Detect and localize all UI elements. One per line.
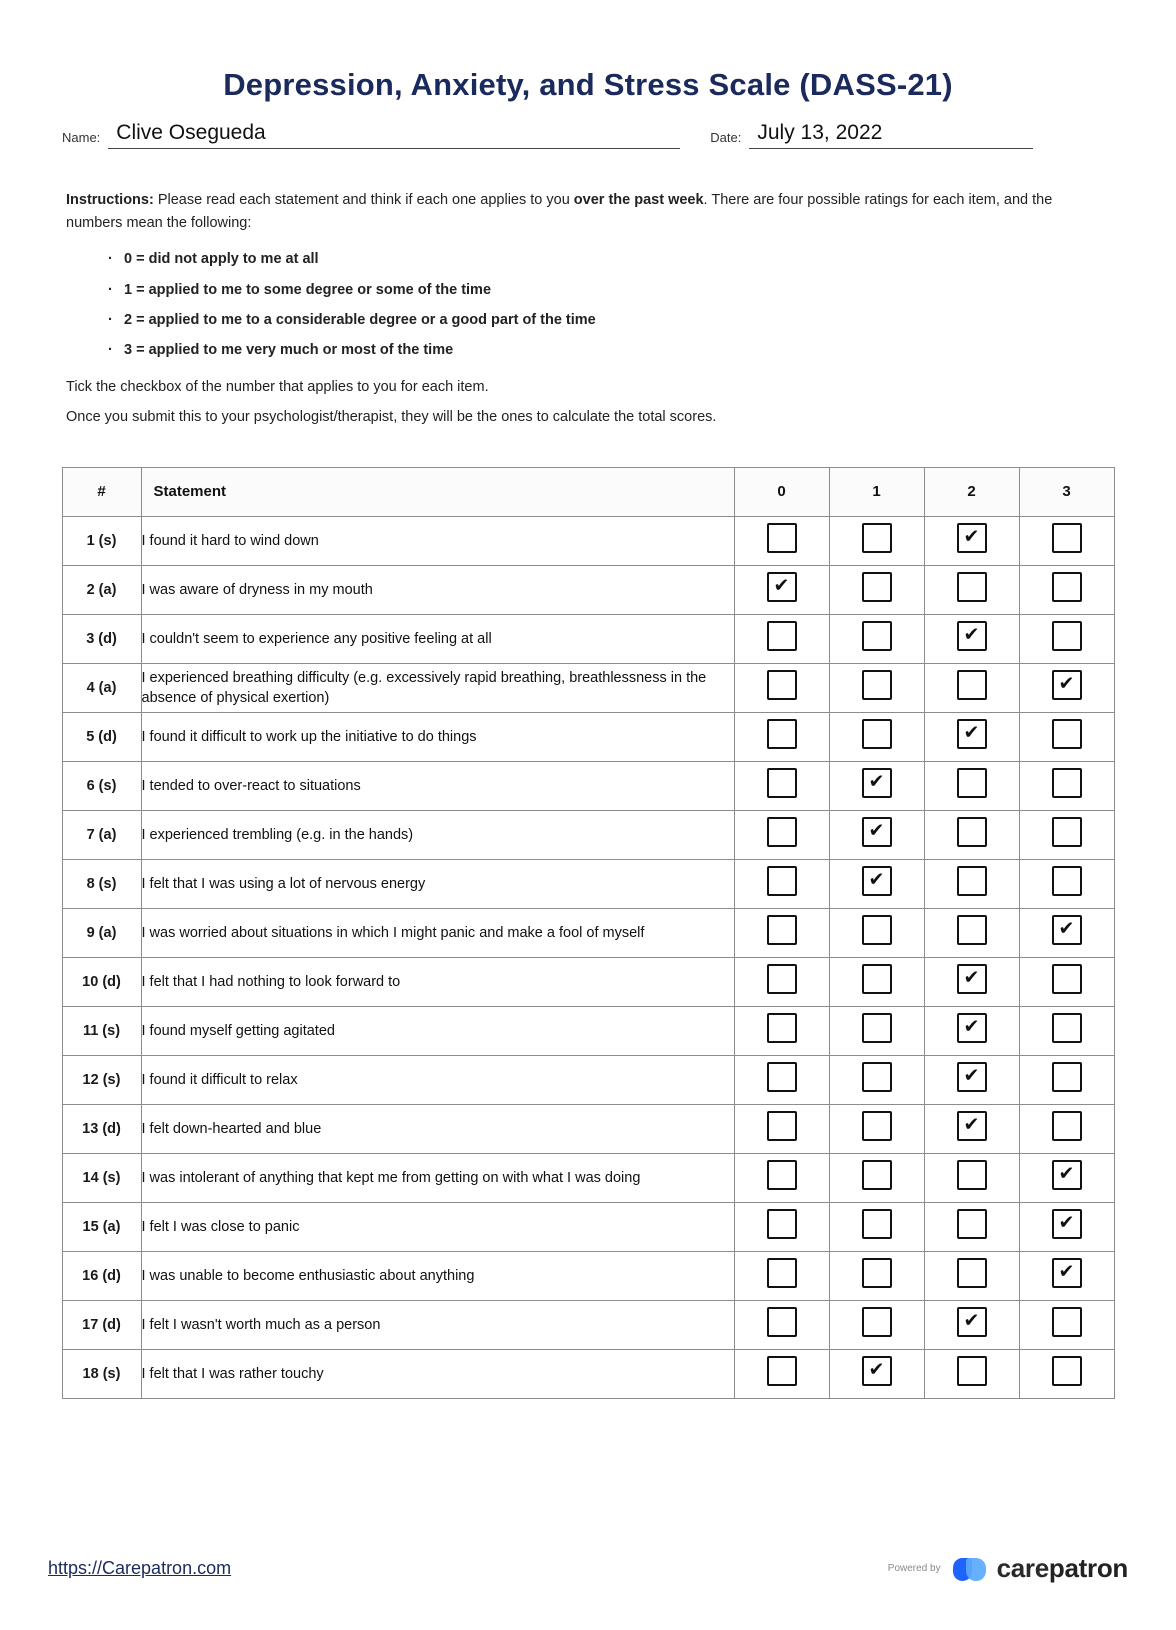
checkbox-checked-icon[interactable] — [862, 768, 892, 798]
column-header-score-0: 0 — [734, 467, 829, 516]
checkbox-icon[interactable] — [862, 964, 892, 994]
table-row — [62, 908, 1114, 957]
checkbox-icon[interactable] — [767, 866, 797, 896]
checkbox-icon[interactable] — [957, 1356, 987, 1386]
row-number: 10 (d) — [62, 957, 141, 1006]
checkbox-icon[interactable] — [767, 1013, 797, 1043]
score-cell-2[interactable] — [924, 859, 1019, 908]
checkbox-checked-icon[interactable] — [767, 572, 797, 602]
checkbox-icon[interactable] — [1052, 1356, 1082, 1386]
score-cell-3[interactable] — [1019, 516, 1114, 565]
score-cell-1[interactable] — [829, 1300, 924, 1349]
checkbox-checked-icon[interactable] — [957, 1111, 987, 1141]
name-field[interactable] — [62, 121, 680, 149]
table-row — [62, 565, 1114, 614]
score-cell-2[interactable] — [924, 1006, 1019, 1055]
carepatron-logo-icon — [953, 1554, 987, 1584]
score-cell-3[interactable] — [1019, 1349, 1114, 1398]
score-cell-2[interactable] — [924, 957, 1019, 1006]
checkbox-icon[interactable] — [957, 866, 987, 896]
checkbox-icon[interactable] — [767, 1062, 797, 1092]
row-statement: I was intolerant of anything that kept me from getting on with what I was doing — [141, 1153, 734, 1202]
checkbox-icon[interactable] — [767, 964, 797, 994]
checkbox-checked-icon[interactable] — [1052, 1160, 1082, 1190]
table-row — [62, 712, 1114, 761]
table-row — [62, 1202, 1114, 1251]
row-number: 11 (s) — [62, 1006, 141, 1055]
checkbox-icon[interactable] — [957, 572, 987, 602]
score-cell-1[interactable] — [829, 1055, 924, 1104]
score-cell-3[interactable] — [1019, 908, 1114, 957]
row-statement: I was unable to become enthusiastic about anything — [141, 1251, 734, 1300]
page-footer — [48, 1553, 1128, 1584]
page-title: Depression, Anxiety, and Stress Scale (DASS-21) — [223, 67, 953, 102]
row-number: 18 (s) — [62, 1349, 141, 1398]
row-number: 5 (d) — [62, 712, 141, 761]
score-cell-3[interactable] — [1019, 957, 1114, 1006]
score-cell-2[interactable] — [924, 516, 1019, 565]
score-cell-2[interactable] — [924, 810, 1019, 859]
checkbox-checked-icon[interactable] — [862, 817, 892, 847]
score-cell-0[interactable] — [734, 1055, 829, 1104]
checkbox-icon[interactable] — [767, 768, 797, 798]
score-cell-0[interactable] — [734, 565, 829, 614]
checkbox-icon[interactable] — [1052, 1111, 1082, 1141]
checkbox-icon[interactable] — [1052, 523, 1082, 553]
row-statement: I couldn't seem to experience any positive feeling at all — [141, 614, 734, 663]
row-number: 2 (a) — [62, 565, 141, 614]
score-cell-2[interactable] — [924, 761, 1019, 810]
row-number: 12 (s) — [62, 1055, 141, 1104]
checkbox-checked-icon[interactable] — [862, 866, 892, 896]
name-value[interactable]: Clive Osegueda — [108, 121, 680, 149]
row-number: 15 (a) — [62, 1202, 141, 1251]
checkbox-icon[interactable] — [862, 523, 892, 553]
brand-lockup — [888, 1553, 1128, 1584]
score-cell-3[interactable] — [1019, 1104, 1114, 1153]
score-cell-2[interactable] — [924, 565, 1019, 614]
score-cell-1[interactable] — [829, 1202, 924, 1251]
checkbox-icon[interactable] — [862, 1062, 892, 1092]
brand-name-patron: patron — [1048, 1553, 1128, 1583]
score-cell-1[interactable] — [829, 957, 924, 1006]
score-cell-1[interactable] — [829, 1153, 924, 1202]
checkbox-icon[interactable] — [862, 1111, 892, 1141]
table-row — [62, 859, 1114, 908]
checkbox-icon[interactable] — [957, 1209, 987, 1239]
score-cell-3[interactable] — [1019, 614, 1114, 663]
row-statement: I felt that I was rather touchy — [141, 1349, 734, 1398]
row-number: 13 (d) — [62, 1104, 141, 1153]
table-header-row — [62, 467, 1114, 516]
score-cell-0[interactable] — [734, 1349, 829, 1398]
score-cell-0[interactable] — [734, 810, 829, 859]
score-cell-0[interactable] — [734, 663, 829, 712]
checkbox-icon[interactable] — [767, 1209, 797, 1239]
date-value[interactable]: July 13, 2022 — [749, 121, 1033, 149]
checkbox-icon[interactable] — [767, 915, 797, 945]
checkbox-icon[interactable] — [862, 1160, 892, 1190]
checkbox-icon[interactable] — [957, 1258, 987, 1288]
checkbox-icon[interactable] — [767, 670, 797, 700]
table-body — [62, 516, 1114, 1398]
score-cell-3[interactable] — [1019, 1153, 1114, 1202]
score-cell-3[interactable] — [1019, 1055, 1114, 1104]
score-cell-0[interactable] — [734, 908, 829, 957]
score-cell-1[interactable] — [829, 1251, 924, 1300]
brand-name-care: care — [996, 1553, 1049, 1583]
row-statement: I found it difficult to work up the initiative to do things — [141, 712, 734, 761]
checkbox-icon[interactable] — [957, 1160, 987, 1190]
instructions-note-1: Tick the checkbox of the number that applies to you for each item. — [66, 378, 489, 395]
checkbox-icon[interactable] — [767, 817, 797, 847]
row-statement: I tended to over-react to situations — [141, 761, 734, 810]
row-statement: I was aware of dryness in my mouth — [141, 565, 734, 614]
row-number: 1 (s) — [62, 516, 141, 565]
checkbox-checked-icon[interactable] — [957, 1013, 987, 1043]
checkbox-checked-icon[interactable] — [1052, 670, 1082, 700]
checkbox-icon[interactable] — [767, 1160, 797, 1190]
score-cell-1[interactable] — [829, 1349, 924, 1398]
score-cell-0[interactable] — [734, 1300, 829, 1349]
score-cell-3[interactable] — [1019, 810, 1114, 859]
checkbox-icon[interactable] — [1052, 768, 1082, 798]
checkbox-icon[interactable] — [957, 915, 987, 945]
table-row — [62, 1104, 1114, 1153]
score-cell-2[interactable] — [924, 1349, 1019, 1398]
score-cell-3[interactable] — [1019, 712, 1114, 761]
row-statement: I felt I was close to panic — [141, 1202, 734, 1251]
checkbox-icon[interactable] — [1052, 1013, 1082, 1043]
checkbox-checked-icon[interactable] — [957, 719, 987, 749]
checkbox-icon[interactable] — [767, 1258, 797, 1288]
checkbox-icon[interactable] — [862, 915, 892, 945]
score-cell-2[interactable] — [924, 1251, 1019, 1300]
row-number: 6 (s) — [62, 761, 141, 810]
checkbox-icon[interactable] — [1052, 572, 1082, 602]
score-cell-3[interactable] — [1019, 859, 1114, 908]
row-statement: I was worried about situations in which I might panic and make a fool of myself — [141, 908, 734, 957]
table-row — [62, 1153, 1114, 1202]
score-cell-0[interactable] — [734, 712, 829, 761]
row-statement: I found it hard to wind down — [141, 516, 734, 565]
table-row — [62, 516, 1114, 565]
checkbox-icon[interactable] — [862, 1307, 892, 1337]
score-cell-1[interactable] — [829, 810, 924, 859]
checkbox-icon[interactable] — [767, 1356, 797, 1386]
row-statement: I felt down-hearted and blue — [141, 1104, 734, 1153]
instructions-block — [48, 189, 1128, 429]
checkbox-icon[interactable] — [767, 523, 797, 553]
table-row — [62, 1300, 1114, 1349]
checkbox-icon[interactable] — [767, 1111, 797, 1141]
score-cell-2[interactable] — [924, 1153, 1019, 1202]
score-cell-0[interactable] — [734, 1153, 829, 1202]
checkbox-icon[interactable] — [767, 719, 797, 749]
column-header-score-3: 3 — [1019, 467, 1114, 516]
row-statement: I experienced breathing difficulty (e.g. excessively rapid breathing, breathlessness in the absence of physical exertion) — [141, 663, 734, 712]
score-cell-1[interactable] — [829, 565, 924, 614]
table-row — [62, 761, 1114, 810]
checkbox-checked-icon[interactable] — [957, 523, 987, 553]
checkbox-icon[interactable] — [1052, 1307, 1082, 1337]
date-label: Date: — [710, 130, 742, 146]
score-cell-3[interactable] — [1019, 1300, 1114, 1349]
row-statement: I found it difficult to relax — [141, 1055, 734, 1104]
name-label: Name: — [62, 130, 101, 146]
checkbox-icon[interactable] — [862, 1258, 892, 1288]
checkbox-icon[interactable] — [862, 670, 892, 700]
checkbox-checked-icon[interactable] — [957, 964, 987, 994]
instructions-lead-text-1: Please read each statement and think if each one applies to you — [153, 192, 574, 209]
instructions-lead — [66, 189, 1110, 234]
row-statement: I experienced trembling (e.g. in the hands) — [141, 810, 734, 859]
rating-legend-list — [66, 248, 1110, 362]
score-cell-2[interactable] — [924, 712, 1019, 761]
checkbox-icon[interactable] — [862, 621, 892, 651]
score-cell-3[interactable] — [1019, 1006, 1114, 1055]
row-number: 3 (d) — [62, 614, 141, 663]
row-statement: I felt that I was using a lot of nervous energy — [141, 859, 734, 908]
score-cell-1[interactable] — [829, 663, 924, 712]
row-statement: I felt that I had nothing to look forward to — [141, 957, 734, 1006]
column-header-score-2: 2 — [924, 467, 1019, 516]
score-cell-3[interactable] — [1019, 1251, 1114, 1300]
instructions-lead-bold-2: over the past week — [573, 192, 704, 209]
score-cell-1[interactable] — [829, 859, 924, 908]
checkbox-icon[interactable] — [957, 817, 987, 847]
table-row — [62, 663, 1114, 712]
score-cell-3[interactable] — [1019, 663, 1114, 712]
row-number: 7 (a) — [62, 810, 141, 859]
checkbox-checked-icon[interactable] — [957, 1062, 987, 1092]
checkbox-checked-icon[interactable] — [862, 1356, 892, 1386]
score-cell-1[interactable] — [829, 516, 924, 565]
column-header-statement: Statement — [141, 467, 734, 516]
checkbox-icon[interactable] — [1052, 621, 1082, 651]
score-cell-0[interactable] — [734, 1202, 829, 1251]
column-header-score-1: 1 — [829, 467, 924, 516]
score-cell-1[interactable] — [829, 1104, 924, 1153]
row-number: 8 (s) — [62, 859, 141, 908]
checkbox-checked-icon[interactable] — [957, 621, 987, 651]
table-row — [62, 1251, 1114, 1300]
list-item: · 3 = applied to me very much or most of the time — [124, 339, 1110, 361]
checkbox-icon[interactable] — [1052, 964, 1082, 994]
table-row — [62, 1349, 1114, 1398]
score-cell-1[interactable] — [829, 614, 924, 663]
column-header-number: # — [62, 467, 141, 516]
row-number: 4 (a) — [62, 663, 141, 712]
row-number: 17 (d) — [62, 1300, 141, 1349]
score-cell-0[interactable] — [734, 859, 829, 908]
score-cell-2[interactable] — [924, 614, 1019, 663]
row-number: 14 (s) — [62, 1153, 141, 1202]
score-cell-2[interactable] — [924, 1055, 1019, 1104]
list-item: · 1 = applied to me to some degree or some of the time — [124, 279, 1110, 301]
checkbox-checked-icon[interactable] — [957, 1307, 987, 1337]
powered-by-label: Powered by — [887, 1563, 941, 1574]
list-item: · 0 = did not apply to me at all — [124, 248, 1110, 270]
score-cell-2[interactable] — [924, 663, 1019, 712]
score-cell-1[interactable] — [829, 1006, 924, 1055]
instructions-lead-text-2: . There are four possible ratings for each item, and the numbers mean the following: — [66, 192, 1053, 231]
checkbox-icon[interactable] — [862, 572, 892, 602]
checkbox-icon[interactable] — [957, 670, 987, 700]
row-number: 16 (d) — [62, 1251, 141, 1300]
table-row — [62, 614, 1114, 663]
date-field[interactable] — [710, 121, 1033, 149]
row-number: 9 (a) — [62, 908, 141, 957]
table-row — [62, 1055, 1114, 1104]
score-cell-0[interactable] — [734, 761, 829, 810]
patient-fields — [48, 121, 1128, 149]
score-cell-0[interactable] — [734, 1006, 829, 1055]
carepatron-link[interactable]: https://Carepatron.com — [48, 1558, 232, 1578]
list-item: · 2 = applied to me to a considerable degree or a good part of the time — [124, 309, 1110, 331]
checkbox-icon[interactable] — [862, 719, 892, 749]
score-cell-2[interactable] — [924, 1300, 1019, 1349]
instructions-note-2: Once you submit this to your psychologist/therapist, they will be the ones to calculate the total scores. — [66, 409, 717, 426]
score-cell-1[interactable] — [829, 712, 924, 761]
table-row — [62, 810, 1114, 859]
score-cell-2[interactable] — [924, 1104, 1019, 1153]
dass-table — [62, 467, 1115, 1399]
score-cell-0[interactable] — [734, 957, 829, 1006]
score-cell-1[interactable] — [829, 908, 924, 957]
score-cell-0[interactable] — [734, 614, 829, 663]
score-cell-1[interactable] — [829, 761, 924, 810]
score-cell-2[interactable] — [924, 1202, 1019, 1251]
row-statement: I felt I wasn't worth much as a person — [141, 1300, 734, 1349]
checkbox-icon[interactable] — [1052, 817, 1082, 847]
brand-name — [997, 1553, 1128, 1584]
checkbox-icon[interactable] — [862, 1209, 892, 1239]
table-row — [62, 957, 1114, 1006]
checkbox-icon[interactable] — [1052, 719, 1082, 749]
score-cell-2[interactable] — [924, 908, 1019, 957]
score-cell-0[interactable] — [734, 516, 829, 565]
checkbox-icon[interactable] — [1052, 1062, 1082, 1092]
table-row — [62, 1006, 1114, 1055]
score-cell-0[interactable] — [734, 1104, 829, 1153]
checkbox-icon[interactable] — [862, 1013, 892, 1043]
score-cell-3[interactable] — [1019, 1202, 1114, 1251]
checkbox-checked-icon[interactable] — [1052, 1209, 1082, 1239]
score-cell-3[interactable] — [1019, 761, 1114, 810]
checkbox-icon[interactable] — [957, 768, 987, 798]
instructions-lead-bold: Instructions: — [66, 192, 154, 209]
checkbox-icon[interactable] — [1052, 866, 1082, 896]
score-cell-0[interactable] — [734, 1251, 829, 1300]
row-statement: I found myself getting agitated — [141, 1006, 734, 1055]
checkbox-checked-icon[interactable] — [1052, 915, 1082, 945]
checkbox-checked-icon[interactable] — [1052, 1258, 1082, 1288]
checkbox-icon[interactable] — [767, 1307, 797, 1337]
score-cell-3[interactable] — [1019, 565, 1114, 614]
checkbox-icon[interactable] — [767, 621, 797, 651]
